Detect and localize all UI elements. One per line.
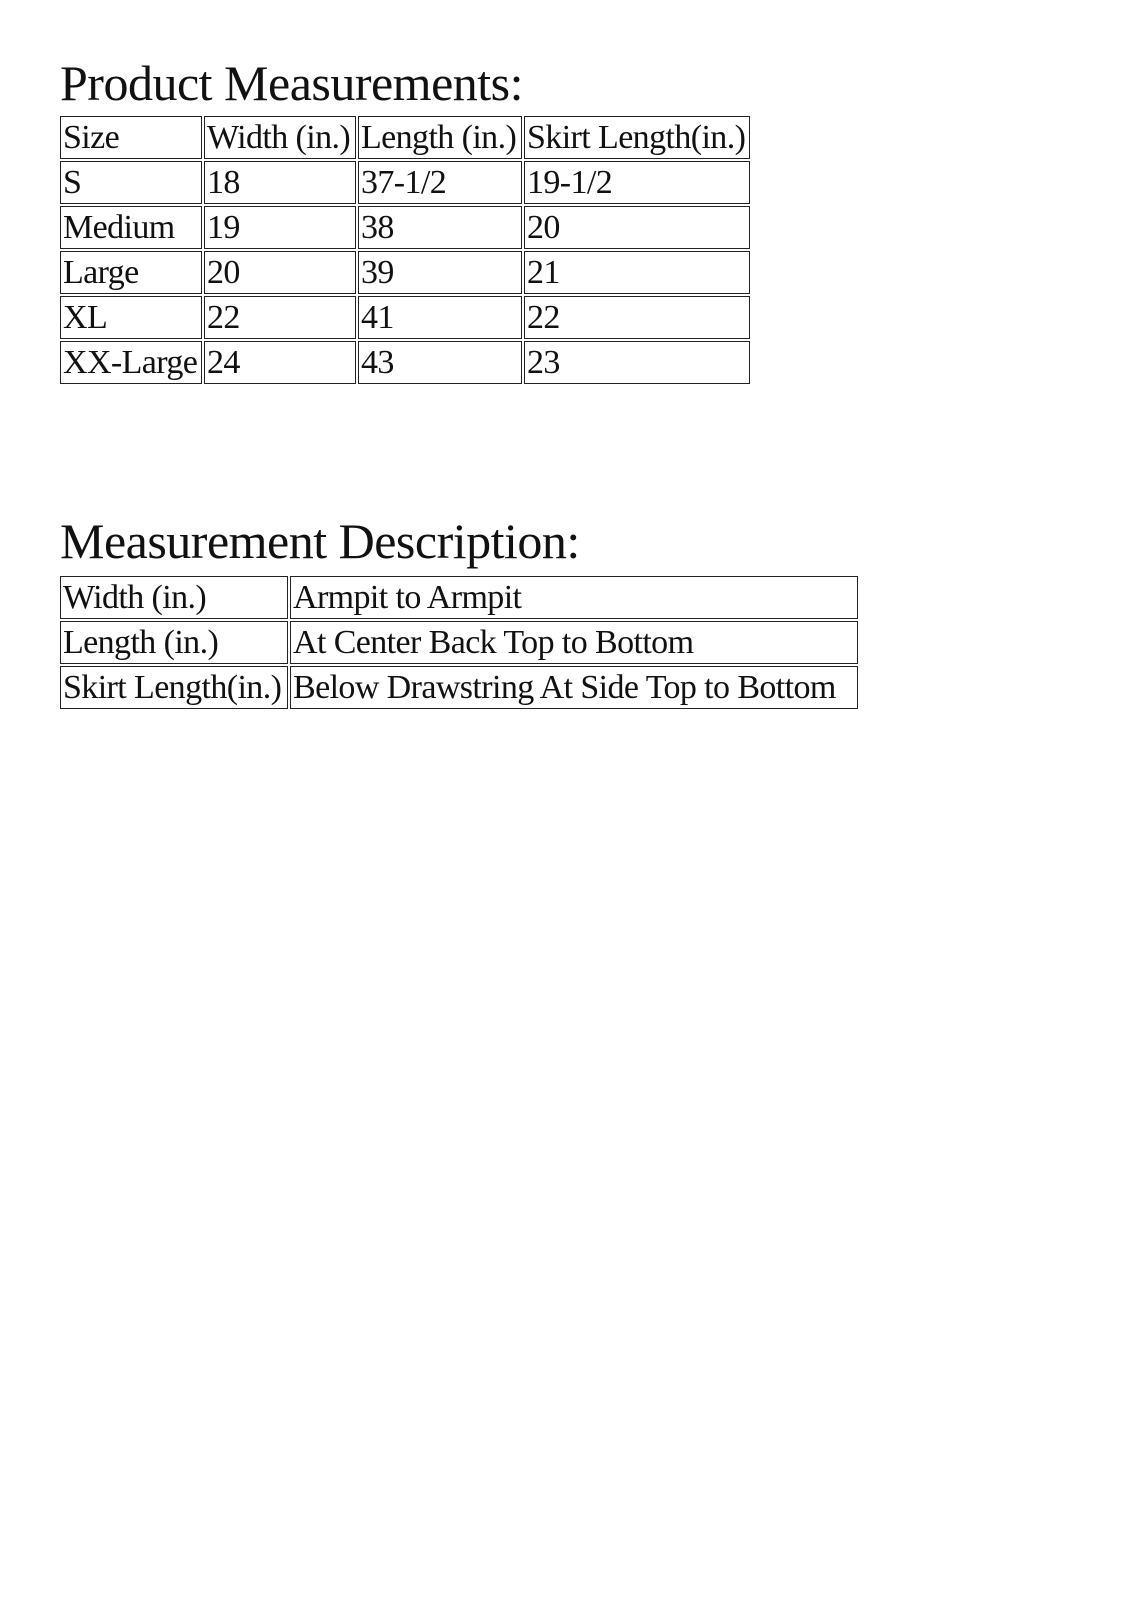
size-cell: XX-Large — [60, 341, 202, 384]
length-cell: 38 — [358, 206, 522, 249]
measurement-description-table — [58, 574, 860, 711]
column-header-width: Width (in.) — [204, 116, 356, 159]
measurement-name-cell: Length (in.) — [60, 621, 288, 664]
width-cell: 18 — [204, 161, 356, 204]
product-measurements-table — [58, 114, 752, 386]
width-cell: 20 — [204, 251, 356, 294]
skirt-length-cell: 23 — [524, 341, 750, 384]
width-cell: 19 — [204, 206, 356, 249]
skirt-length-cell: 20 — [524, 206, 750, 249]
table-row — [60, 666, 858, 709]
length-cell: 43 — [358, 341, 522, 384]
table-row — [60, 341, 750, 384]
product-measurements-title: Product Measurements: — [60, 55, 524, 111]
skirt-length-cell: 22 — [524, 296, 750, 339]
column-header-length: Length (in.) — [358, 116, 522, 159]
table-row — [60, 621, 858, 664]
measurement-description-title: Measurement Description: — [60, 513, 580, 569]
width-cell: 24 — [204, 341, 356, 384]
measurement-name-cell: Width (in.) — [60, 576, 288, 619]
length-cell: 37-1/2 — [358, 161, 522, 204]
size-cell: Medium — [60, 206, 202, 249]
measurement-description-cell: Armpit to Armpit — [290, 576, 858, 619]
table-row — [60, 576, 858, 619]
column-header-skirt-length: Skirt Length(in.) — [524, 116, 750, 159]
width-cell: 22 — [204, 296, 356, 339]
table-row — [60, 296, 750, 339]
table-row — [60, 251, 750, 294]
length-cell: 41 — [358, 296, 522, 339]
length-cell: 39 — [358, 251, 522, 294]
table-row — [60, 206, 750, 249]
skirt-length-cell: 19-1/2 — [524, 161, 750, 204]
measurement-description-cell: Below Drawstring At Side Top to Bottom — [290, 666, 858, 709]
table-header-row — [60, 116, 750, 159]
size-cell: XL — [60, 296, 202, 339]
size-cell: S — [60, 161, 202, 204]
size-cell: Large — [60, 251, 202, 294]
column-header-size: Size — [60, 116, 202, 159]
measurement-description-cell: At Center Back Top to Bottom — [290, 621, 858, 664]
table-row — [60, 161, 750, 204]
skirt-length-cell: 21 — [524, 251, 750, 294]
measurement-name-cell: Skirt Length(in.) — [60, 666, 288, 709]
